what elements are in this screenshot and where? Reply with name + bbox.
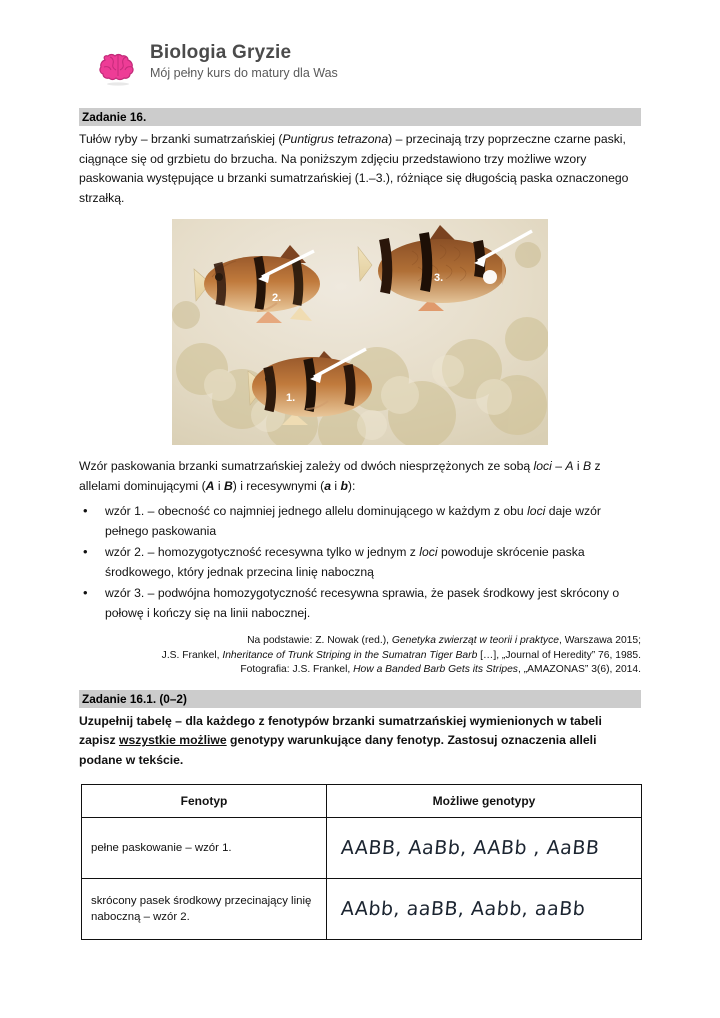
brain-icon	[96, 44, 140, 86]
genotype-answer-table	[81, 784, 642, 940]
list-item: • wzór 2. – homozygotyczność recesywna tylko w jednym z loci powoduje skrócenie paska środkowego, który jednak przecina linię naboczną	[79, 543, 641, 582]
source-line: Fotografia: J.S. Frankel, How a Banded Barb Gets its Stripes, „AMAZONAS” 3(6), 2014.	[240, 664, 641, 675]
tiger-barb-photo	[172, 219, 548, 445]
handwritten-answer: AABB, AaBb, AABb , AaBB	[340, 837, 601, 859]
phenotype-cell: skrócony pasek środkowy przecinający linię naboczną – wzór 2.	[82, 879, 327, 940]
handwritten-answer: AAbb, aaBB, Aabb, aaBb	[340, 898, 587, 920]
table-row	[82, 879, 642, 940]
task-16-lead: Wzór paskowania brzanki sumatrzańskiej zależy od dwóch niesprzężonych ze sobą loci – A i B z allelami dominującymi (A i B) i recesywnymi (a i b):	[79, 459, 601, 493]
task-16-header: Zadanie 16.	[79, 108, 641, 126]
pattern-rules-list	[79, 502, 641, 623]
phenotype-cell: pełne paskowanie – wzór 1.	[82, 818, 327, 879]
task-16-1-header: Zadanie 16.1. (0–2)	[79, 690, 641, 708]
genotype-answer-cell[interactable]	[327, 879, 642, 940]
photo-label-1: 1.	[286, 392, 296, 404]
source-line: J.S. Frankel, Inheritance of Trunk Striping in the Sumatran Tiger Barb […], „Journal of Heredity” 76, 1985.	[161, 649, 641, 661]
source-line: Na podstawie: Z. Nowak (red.), Genetyka zwierząt w teorii i praktyce, Warszawa 2015;	[247, 635, 641, 646]
task-16-intro: Tułów ryby – brzanki sumatrzańskiej (Puntigrus tetrazona) – przecinają trzy poprzeczne czarne paski, ciągnące się od grzbietu do brzucha. Na poniższym zdjęciu przedstawiono trzy możliwe wzory paskowania występujące u brzanki sumatrzańskiej (1.–3.), różniące się długością paska oznaczonego strzałką.	[79, 132, 629, 205]
photo-label-2: 2.	[272, 292, 282, 304]
source-citation	[79, 634, 641, 678]
list-item: • wzór 1. – obecność co najmniej jednego allelu dominującego w każdym z obu loci daje wzór pełnego paskowania	[79, 502, 641, 541]
column-header-genotypes: Możliwe genotypy	[327, 785, 642, 818]
brand-subtitle: Mój pełny kurs do matury dla Was	[150, 66, 338, 80]
table-header-row	[82, 785, 642, 818]
genotype-answer-cell[interactable]	[327, 818, 642, 879]
list-item: • wzór 3. – podwójna homozygotyczność recesywna sprawia, że pasek środkowy jest skrócony o połowę i kończy się na linii nabocznej.	[79, 584, 641, 623]
task-16-1-instruction: Uzupełnij tabelę – dla każdego z fenotypów brzanki sumatrzańskiej wymienionych w tabeli zapisz wszystkie możliwe genotypy warunkujące dany fenotyp. Zastosuj oznaczenia alleli podane w tekście.	[79, 713, 602, 767]
brand-title: Biologia Gryzie	[150, 42, 292, 63]
table-row	[82, 818, 642, 879]
site-brand	[96, 42, 338, 86]
photo-label-3: 3.	[434, 272, 444, 284]
column-header-phenotype: Fenotyp	[82, 785, 327, 818]
exam-sheet	[79, 108, 641, 940]
